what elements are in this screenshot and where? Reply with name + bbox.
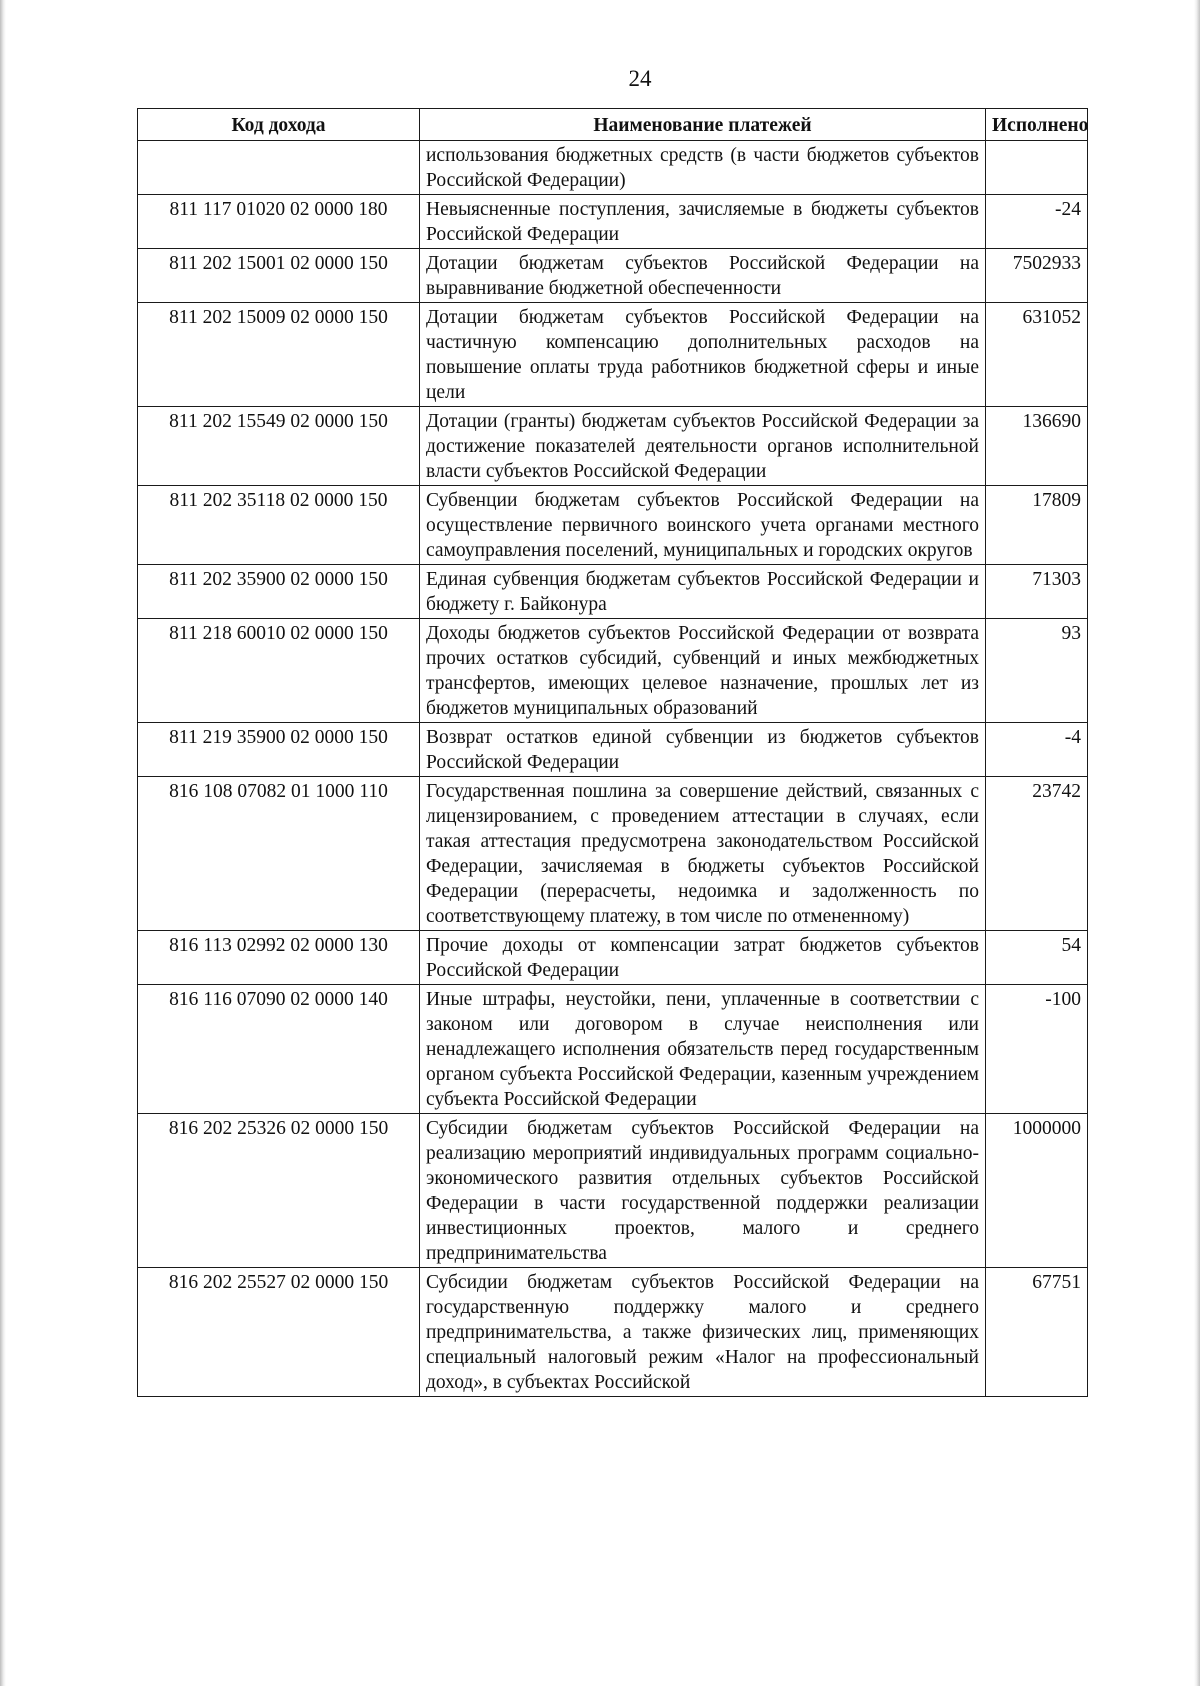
payment-name: Государственная пошлина за совершение действий, связанных с лицензированием, с проведением аттестации в случаях, если такая аттестация предусмотрена законодательством Российской Федерации, зачисляемая в бюджеты субъектов Российской Федерации (перерасчеты, недоимка и задолженность по соответствующему платежу, в том числе по отмененному) [420,777,986,931]
table-row [138,619,1088,723]
executed-amount: 23742 [986,777,1088,931]
header-executed: Исполнено [986,109,1088,141]
table-body [138,141,1088,1397]
payment-name: Субсидии бюджетам субъектов Российской Федерации на реализацию мероприятий индивидуальных программ социально-экономического развития отдельных субъектов Российской Федерации в части государственной поддержки реализации инвестиционных проектов, малого и среднего предпринимательства [420,1114,986,1268]
payment-name: Единая субвенция бюджетам субъектов Российской Федерации и бюджету г. Байконура [420,565,986,619]
revenue-code: 811 117 01020 02 0000 180 [138,195,420,249]
revenue-code: 811 218 60010 02 0000 150 [138,619,420,723]
revenue-table [137,108,1088,1397]
executed-amount: 54 [986,931,1088,985]
table-row [138,249,1088,303]
payment-name: Дотации бюджетам субъектов Российской Федерации на выравнивание бюджетной обеспеченности [420,249,986,303]
executed-amount: 136690 [986,407,1088,486]
revenue-code: 811 202 35900 02 0000 150 [138,565,420,619]
page-number: 24 [628,66,652,91]
executed-amount [986,141,1088,195]
revenue-code: 816 108 07082 01 1000 110 [138,777,420,931]
executed-amount: 93 [986,619,1088,723]
payment-name: Невыясненные поступления, зачисляемые в бюджеты субъектов Российской Федерации [420,195,986,249]
table-row [138,985,1088,1114]
table-row [138,931,1088,985]
executed-amount: -100 [986,985,1088,1114]
revenue-code: 811 202 15549 02 0000 150 [138,407,420,486]
executed-amount: 1000000 [986,1114,1088,1268]
table-row [138,407,1088,486]
table-row [138,1114,1088,1268]
revenue-code: 816 202 25326 02 0000 150 [138,1114,420,1268]
revenue-code: 811 202 15009 02 0000 150 [138,303,420,407]
table-row [138,303,1088,407]
table-row [138,141,1088,195]
payment-name: использования бюджетных средств (в части бюджетов субъектов Российской Федерации) [420,141,986,195]
executed-amount: 17809 [986,486,1088,565]
revenue-table-container [137,108,1087,1397]
executed-amount: -24 [986,195,1088,249]
executed-amount: 67751 [986,1268,1088,1397]
header-name: Наименование платежей [420,109,986,141]
payment-name: Дотации (гранты) бюджетам субъектов Российской Федерации за достижение показателей деятельности органов исполнительной власти субъектов Российской Федерации [420,407,986,486]
revenue-code: 811 219 35900 02 0000 150 [138,723,420,777]
payment-name: Дотации бюджетам субъектов Российской Федерации на частичную компенсацию дополнительных расходов на повышение оплаты труда работников бюджетной сферы и иные цели [420,303,986,407]
scan-edge-left [0,0,6,1686]
header-code: Код дохода [138,109,420,141]
scan-edge-right [1194,0,1200,1686]
table-row [138,195,1088,249]
payment-name: Прочие доходы от компенсации затрат бюджетов субъектов Российской Федерации [420,931,986,985]
revenue-code: 811 202 35118 02 0000 150 [138,486,420,565]
revenue-code: 816 202 25527 02 0000 150 [138,1268,420,1397]
table-row [138,1268,1088,1397]
payment-name: Субсидии бюджетам субъектов Российской Федерации на государственную поддержку малого и среднего предпринимательства, а также физических лиц, применяющих специальный налоговый режим «Налог на профессиональный доход», в субъектах Российской [420,1268,986,1397]
table-row [138,486,1088,565]
executed-amount: 7502933 [986,249,1088,303]
payment-name: Возврат остатков единой субвенции из бюджетов субъектов Российской Федерации [420,723,986,777]
revenue-code: 811 202 15001 02 0000 150 [138,249,420,303]
executed-amount: -4 [986,723,1088,777]
revenue-code: 816 116 07090 02 0000 140 [138,985,420,1114]
revenue-code: 816 113 02992 02 0000 130 [138,931,420,985]
table-row [138,565,1088,619]
table-header-row [138,109,1088,141]
table-row [138,777,1088,931]
revenue-code [138,141,420,195]
executed-amount: 71303 [986,565,1088,619]
payment-name: Доходы бюджетов субъектов Российской Федерации от возврата прочих остатков субсидий, субвенций и иных межбюджетных трансфертов, имеющих целевое назначение, прошлых лет из бюджетов муниципальных образований [420,619,986,723]
payment-name: Иные штрафы, неустойки, пени, уплаченные в соответствии с законом или договором в случае неисполнения или ненадлежащего исполнения обязательств перед государственным органом субъекта Российской Федерации, казенным учреждением субъекта Российской Федерации [420,985,986,1114]
payment-name: Субвенции бюджетам субъектов Российской Федерации на осуществление первичного воинского учета органами местного самоуправления поселений, муниципальных и городских округов [420,486,986,565]
table-row [138,723,1088,777]
executed-amount: 631052 [986,303,1088,407]
